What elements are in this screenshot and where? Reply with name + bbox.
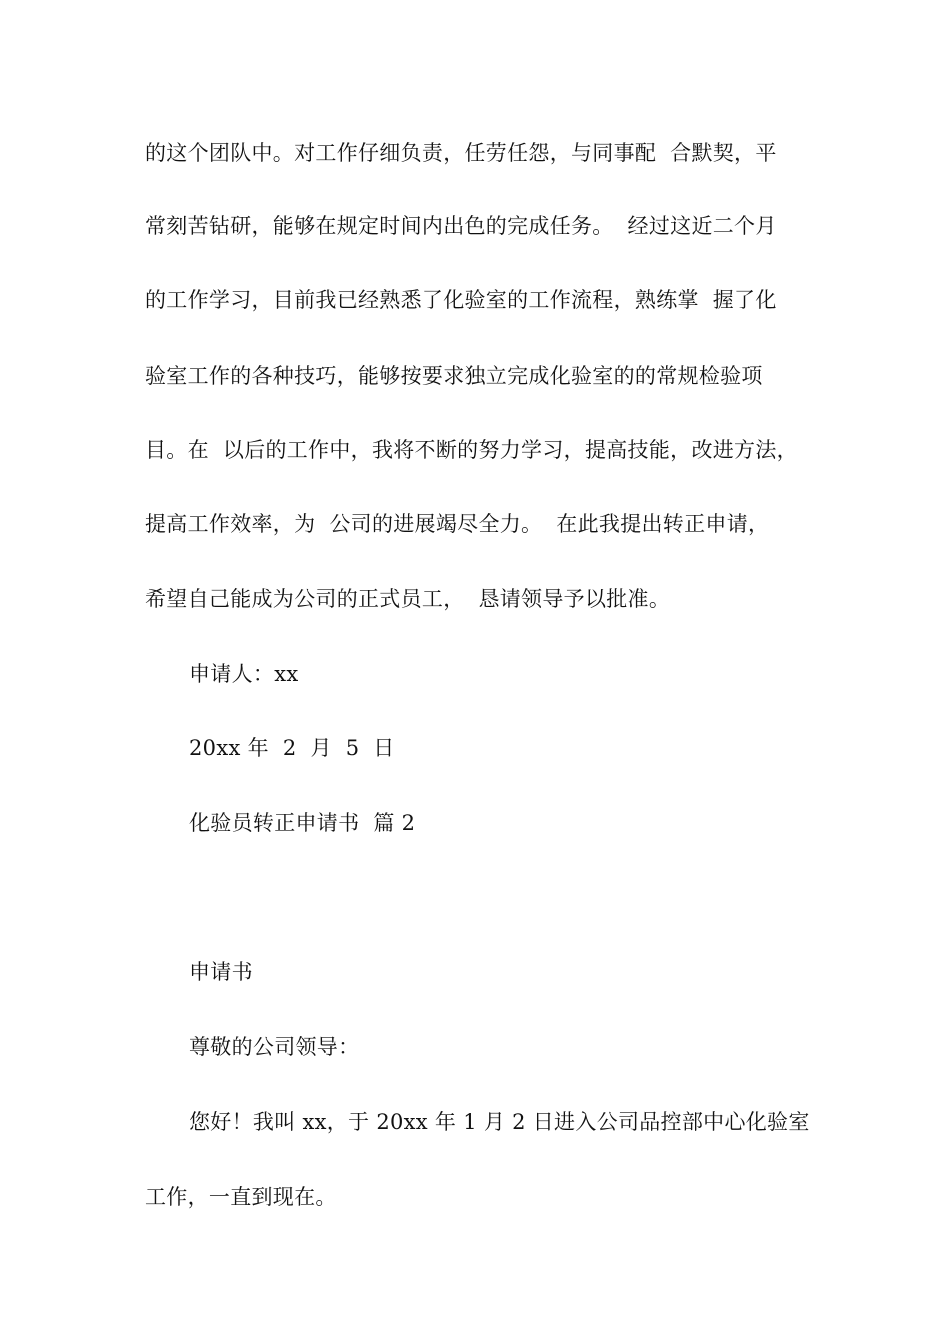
paragraph-line: 希望自己能成为公司的正式员工， 恳请领导予以批准。 xyxy=(145,587,671,611)
paragraph-line: 提高工作效率，为 公司的进展竭尽全力。 在此我提出转正申请， xyxy=(145,512,770,536)
applicant-name: 申请人：xx xyxy=(189,662,299,686)
salutation: 尊敬的公司领导： xyxy=(189,1035,360,1059)
paragraph-line: 目。在 以后的工作中，我将不断的努力学习，提高技能，改进方法， xyxy=(145,438,798,462)
paragraph-line: 工作，一直到现在。 xyxy=(145,1185,337,1209)
paragraph-line: 验室工作的各种技巧，能够按要求独立完成化验室的的常规检验项 xyxy=(145,364,763,388)
paragraph-line: 常刻苦钻研，能够在规定时间内出色的完成任务。 经过这近二个月 xyxy=(145,214,777,238)
paragraph-line: 的这个团队中。对工作仔细负责，任劳任怨，与同事配 合默契，平 xyxy=(145,141,777,165)
paragraph-line: 的工作学习，目前我已经熟悉了化验室的工作流程，熟练掌 握了化 xyxy=(145,288,777,312)
paragraph-line: 您好！我叫 xx，于 20xx 年 1 月 2 日进入公司品控部中心化验室 xyxy=(189,1110,810,1134)
document-heading: 申请书 xyxy=(189,960,253,984)
application-date: 20xx 年 2 月 5 日 xyxy=(189,736,395,760)
section-title: 化验员转正申请书 篇 2 xyxy=(189,811,416,835)
